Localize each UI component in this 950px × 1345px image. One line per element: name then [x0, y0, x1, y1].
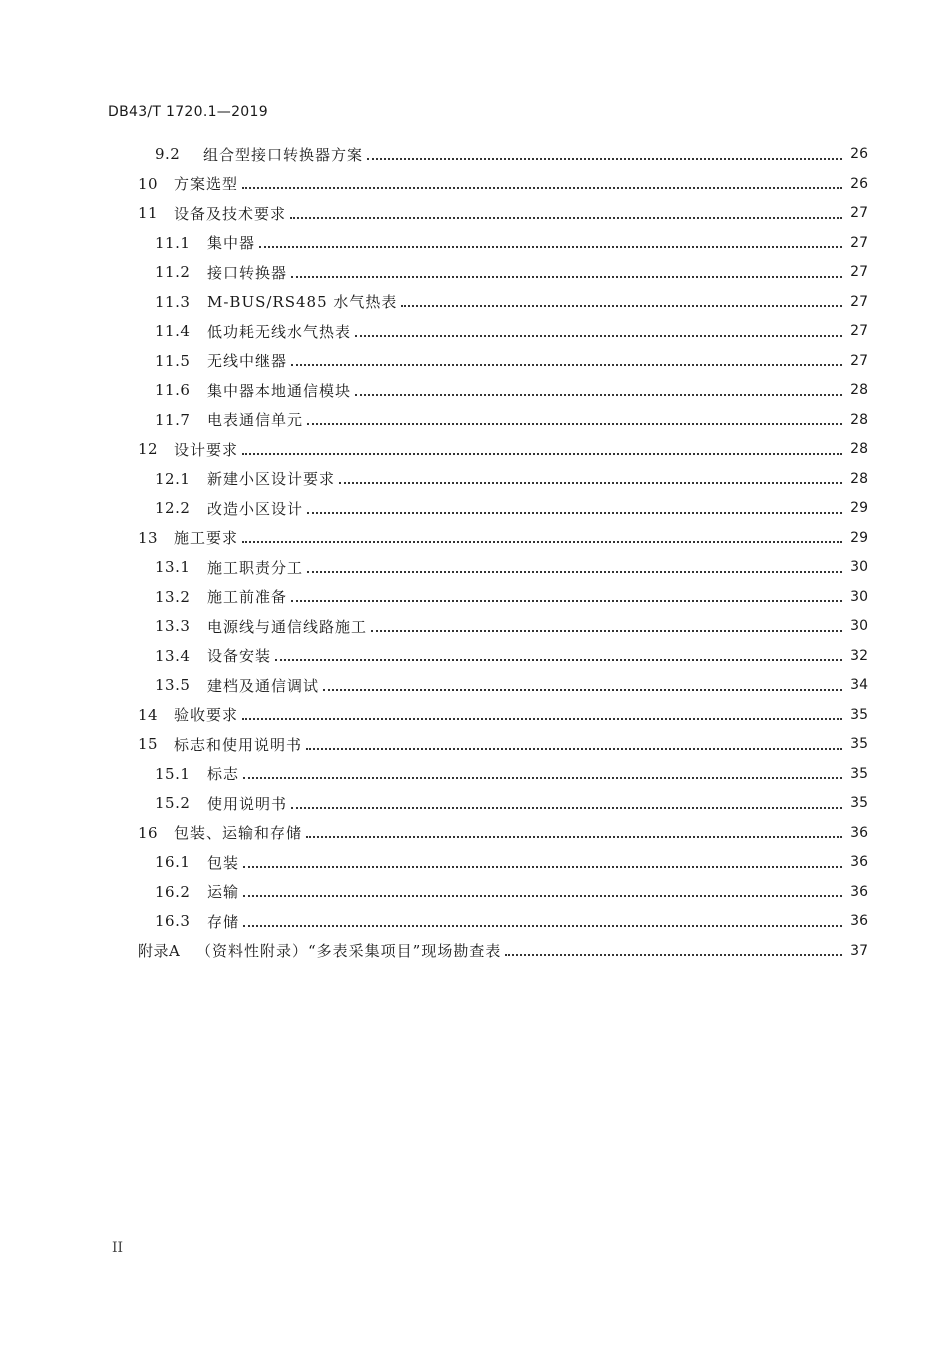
- toc-entry-title: 电表通信单元: [207, 411, 304, 429]
- toc-entry-title: 集中器本地通信模块: [207, 381, 352, 400]
- toc-entry-title: 标志和使用说明书: [174, 735, 303, 754]
- toc-entry-page: 27: [850, 264, 868, 280]
- toc-leader-dots: [306, 747, 842, 750]
- toc-leader-dots: [505, 953, 842, 956]
- toc-entry-number: 9.2: [155, 145, 181, 163]
- toc-entry[interactable]: [0, 258, 950, 286]
- toc-entry-number: 11.7: [155, 410, 191, 429]
- toc-entry[interactable]: [0, 317, 950, 345]
- toc-entry-number: 13.1: [155, 558, 191, 576]
- toc-entry[interactable]: [0, 760, 950, 788]
- toc-entry-number: 13.4: [155, 646, 191, 665]
- toc-entry-number: 13.3: [155, 617, 191, 635]
- toc-entry[interactable]: [0, 170, 950, 198]
- toc-entry-page: 35: [850, 765, 868, 782]
- toc-entry[interactable]: [0, 406, 950, 434]
- toc-entry-number: 13: [138, 528, 159, 547]
- toc-entry[interactable]: [0, 229, 950, 257]
- toc-leader-dots: [339, 481, 842, 484]
- toc-entry[interactable]: [0, 848, 950, 876]
- toc-entry-title: 包装、运输和存储: [174, 824, 303, 842]
- toc-entry-page: 36: [850, 913, 868, 929]
- toc-entry-title: 设备及技术要求: [174, 204, 287, 223]
- toc-entry-number: 15: [138, 735, 159, 753]
- toc-entry-number: 11.4: [155, 322, 191, 340]
- toc-leader-dots: [355, 393, 842, 396]
- toc-leader-dots: [290, 216, 842, 219]
- toc-entry-title: 集中器: [207, 234, 256, 252]
- toc-entry-page: 26: [850, 146, 868, 162]
- toc-entry-page: 36: [850, 824, 868, 841]
- toc-leader-dots: [307, 422, 842, 425]
- toc-entry[interactable]: [0, 789, 950, 817]
- page-number: II: [112, 1240, 124, 1256]
- toc-entry[interactable]: [0, 878, 950, 906]
- toc-leader-dots: [242, 717, 842, 720]
- toc-entry[interactable]: [0, 612, 950, 640]
- toc-entry-number: 12: [138, 440, 159, 458]
- toc-leader-dots: [275, 658, 842, 661]
- toc-leader-dots: [242, 540, 842, 543]
- toc-entry-page: 35: [850, 736, 868, 752]
- toc-entry-number: 13.5: [155, 676, 191, 694]
- toc-entry-title: 使用说明书: [207, 794, 288, 813]
- toc-entry[interactable]: [0, 553, 950, 581]
- toc-leader-dots: [307, 570, 842, 573]
- toc-entry-page: 36: [850, 854, 868, 870]
- toc-leader-dots: [355, 334, 842, 337]
- toc-entry-title: M-BUS/RS485 水气热表: [207, 293, 398, 311]
- toc-leader-dots: [307, 511, 842, 514]
- toc-entry-title: 标志: [207, 765, 240, 783]
- toc-entry-number: 16.1: [155, 853, 191, 871]
- toc-entry-number: 15.2: [155, 794, 191, 812]
- toc-entry-page: 28: [850, 441, 868, 457]
- toc-entry-page: 27: [850, 352, 868, 369]
- toc-entry-page: 29: [850, 529, 868, 546]
- toc-entry-page: 30: [850, 588, 868, 605]
- toc-leader-dots: [243, 924, 842, 927]
- toc-entry-number: 11.3: [155, 292, 191, 311]
- toc-entry-title: 包装: [207, 853, 240, 872]
- toc-entry-title: 建档及通信调试: [207, 676, 320, 695]
- toc-entry-number: 10: [138, 174, 159, 193]
- toc-entry-title: 设计要求: [174, 440, 239, 459]
- toc-entry[interactable]: [0, 376, 950, 404]
- toc-entry-title: 施工要求: [174, 529, 239, 547]
- toc-entry-number: 12.2: [155, 499, 191, 517]
- toc-entry[interactable]: [0, 288, 950, 316]
- toc-entry[interactable]: [0, 701, 950, 729]
- toc-leader-dots: [242, 186, 842, 189]
- toc-entry-title: 新建小区设计要求: [207, 470, 336, 488]
- toc-leader-dots: [371, 629, 842, 632]
- toc-entry-title: 施工职责分工: [207, 558, 304, 577]
- toc-entry-number: 15.1: [155, 764, 191, 783]
- toc-entry[interactable]: [0, 494, 950, 522]
- toc-entry-page: 28: [850, 470, 868, 487]
- toc-entry-title: 验收要求: [174, 706, 239, 724]
- toc-entry-page: 27: [850, 205, 868, 221]
- toc-entry-number: 11: [138, 204, 159, 222]
- toc-entry-title: 存储: [207, 912, 240, 931]
- toc-entry-number: 11.1: [155, 233, 191, 252]
- toc-entry-page: 35: [850, 706, 868, 723]
- toc-leader-dots: [306, 835, 842, 838]
- toc-entry-number: 16: [138, 823, 159, 842]
- toc-entry-page: 27: [850, 234, 868, 251]
- toc-entry-page: 37: [850, 942, 868, 959]
- toc-entry-page: 28: [850, 382, 868, 398]
- toc-leader-dots: [401, 304, 842, 307]
- toc-entry-number: 11.2: [155, 263, 191, 281]
- toc-entry[interactable]: [0, 730, 950, 758]
- toc-entry-number: 16.2: [155, 882, 191, 901]
- toc-leader-dots: [259, 245, 842, 248]
- toc-entry-page: 30: [850, 618, 868, 634]
- toc-entry-number: 11.5: [155, 351, 191, 370]
- toc-entry-page: 34: [850, 677, 868, 693]
- toc-entry-page: 36: [850, 883, 868, 900]
- toc-entry[interactable]: [0, 937, 950, 965]
- toc-leader-dots: [242, 452, 842, 455]
- toc-entry-page: 35: [850, 795, 868, 811]
- toc-leader-dots: [291, 806, 842, 809]
- toc-entry-page: 27: [850, 293, 868, 310]
- toc-entry[interactable]: [0, 907, 950, 935]
- toc-entry[interactable]: [0, 671, 950, 699]
- toc-entry-title: 组合型接口转换器方案: [203, 145, 364, 164]
- toc-leader-dots: [243, 865, 842, 868]
- toc-entry-number: 14: [138, 705, 159, 724]
- toc-leader-dots: [291, 363, 842, 366]
- toc-entry[interactable]: [0, 347, 950, 375]
- toc-leader-dots: [243, 894, 842, 897]
- toc-leader-dots: [323, 688, 842, 691]
- toc-leader-dots: [291, 275, 842, 278]
- toc-entry[interactable]: [0, 140, 950, 168]
- toc-entry-page: 30: [850, 559, 868, 575]
- toc-entry-number: 12.1: [155, 469, 191, 488]
- toc-entry[interactable]: [0, 435, 950, 463]
- toc-entry-title: 运输: [207, 883, 240, 901]
- toc-entry-page: 27: [850, 323, 868, 339]
- toc-entry-title: 电源线与通信线路施工: [207, 617, 368, 636]
- toc-entry-number: 16.3: [155, 912, 191, 930]
- toc-entry-page: 32: [850, 647, 868, 664]
- toc-entry-number: 13.2: [155, 587, 191, 606]
- toc-entry-title: 设备安装: [207, 647, 272, 665]
- toc-entry[interactable]: [0, 642, 950, 670]
- toc-entry[interactable]: [0, 199, 950, 227]
- toc-entry-title: 方案选型: [174, 175, 239, 193]
- toc-entry[interactable]: [0, 465, 950, 493]
- toc-leader-dots: [291, 599, 842, 602]
- toc-entry-number: 附录A: [138, 942, 181, 960]
- toc-leader-dots: [367, 157, 842, 160]
- toc-entry[interactable]: [0, 583, 950, 611]
- toc-entry-page: 29: [850, 500, 868, 516]
- toc-entry[interactable]: [0, 819, 950, 847]
- toc-entry-title: 低功耗无线水气热表: [207, 322, 352, 341]
- toc-entry-page: 26: [850, 175, 868, 192]
- toc-leader-dots: [243, 776, 842, 779]
- document-code: DB43/T 1720.1—2019: [108, 104, 268, 120]
- toc-entry-title: 施工前准备: [207, 588, 288, 606]
- toc-entry-title: 无线中继器: [207, 352, 288, 370]
- toc-entry-number: 11.6: [155, 381, 191, 399]
- toc-entry-title: 接口转换器: [207, 263, 288, 282]
- toc-entry-title: 改造小区设计: [207, 499, 304, 518]
- toc-entry-page: 28: [850, 411, 868, 428]
- toc-entry-title: （资料性附录）“多表采集项目”现场勘查表: [196, 942, 502, 960]
- toc-entry[interactable]: [0, 524, 950, 552]
